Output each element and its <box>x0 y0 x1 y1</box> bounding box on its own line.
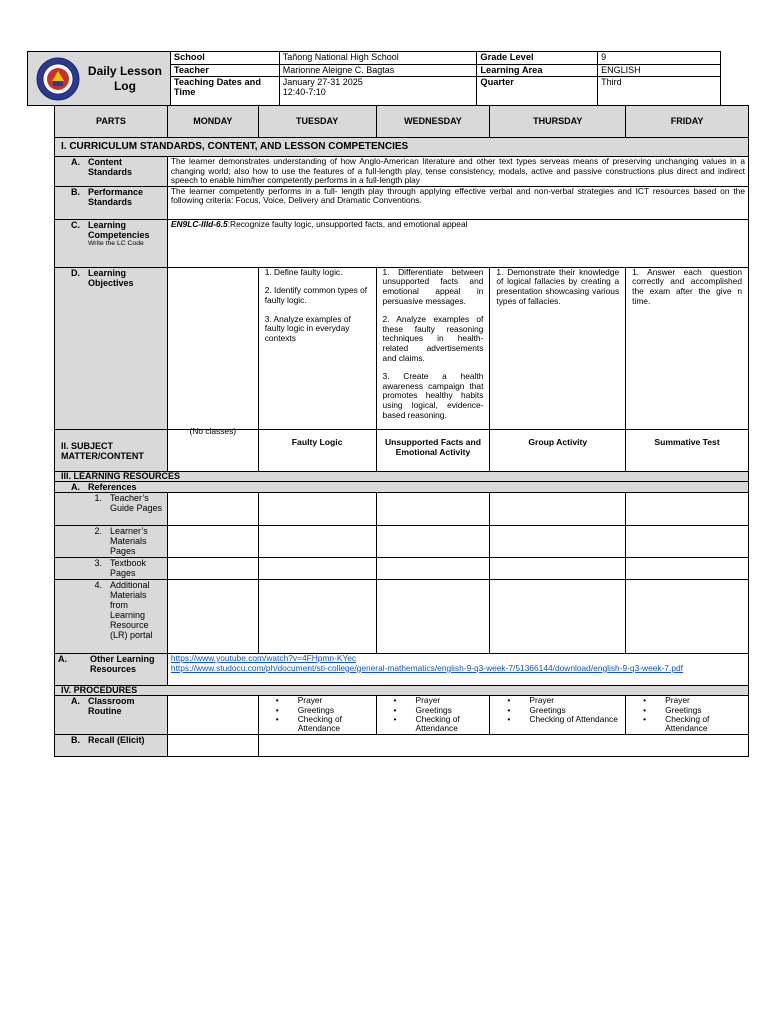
empty-cell <box>167 493 258 526</box>
performance-standards-label: Performance Standards <box>88 186 144 207</box>
references-key: A. <box>71 482 80 493</box>
empty-cell <box>376 558 490 580</box>
empty-cell <box>258 580 376 654</box>
subject-monday <box>167 426 258 472</box>
col-friday: FRIDAY <box>626 106 749 138</box>
references-label: References <box>88 482 137 493</box>
recall-key: B. <box>71 735 80 746</box>
references-row <box>55 482 749 493</box>
recall-label-cell <box>55 735 168 757</box>
competencies-note: Write the LC Code <box>88 239 144 247</box>
objective-item: 3. Analyze examples of faulty logic in everyday contexts <box>264 313 351 343</box>
content-standards-label-cell <box>55 157 168 187</box>
empty-cell <box>626 580 749 654</box>
resource-label: Textbook Pages <box>110 558 147 579</box>
section-4-title: IV. PROCEDURES <box>55 686 749 696</box>
content-standards-label: Content Standards <box>88 157 133 177</box>
routine-item: • Prayer <box>298 696 373 705</box>
recall-content <box>258 735 748 757</box>
empty-cell <box>376 493 490 526</box>
objective-item: 2. Analyze examples of these faulty reasoning techniques in health-related advertisements and claims. <box>382 314 484 363</box>
empty-cell <box>490 526 626 558</box>
objective-item: 1. Differentiate between unsupported facts and emotional appeal in persuasive messages. <box>382 266 484 306</box>
routine-item: • Prayer <box>529 696 622 705</box>
quarter-value: Third <box>598 77 721 106</box>
objectives-thursday <box>490 267 626 429</box>
teacher-label: Teacher <box>170 65 279 77</box>
competencies-label: Learning Competencies <box>88 219 150 240</box>
col-thursday: THURSDAY <box>490 106 626 138</box>
no-classes-note: (No classes) <box>189 426 237 437</box>
studocu-link[interactable]: https://www.studocu.com/ph/document/sti-college/general-mathematics/english-9-q3-week-7/51366144/download/english-9-q3-week-7.pdf <box>170 662 684 673</box>
empty-cell <box>626 558 749 580</box>
other-resources-links <box>167 654 748 686</box>
resource-key: 3. <box>94 558 102 569</box>
other-resources-label: Other Learning Resources <box>90 654 155 675</box>
other-resources-key: A. <box>58 654 67 665</box>
dates-label: Teaching Dates and Time <box>170 77 279 106</box>
routine-item: • Prayer <box>416 696 487 705</box>
empty-cell <box>167 580 258 654</box>
competencies-label-cell <box>55 219 168 267</box>
other-resources-label-cell <box>55 654 168 686</box>
learning-area-label: Learning Area <box>477 65 598 77</box>
routine-item: • Checking of Attendance <box>416 715 487 734</box>
performance-standards-text: The learner competently performs in a full- length play through applying effective verbal and non-verbal strategies and ICT resources based on the following criteria: Focus, Voice, Delivery and Dramatic Conventions. <box>167 186 748 219</box>
classroom-routine-label-cell <box>55 696 168 735</box>
performance-standards-label-cell <box>55 186 168 219</box>
col-monday: MONDAY <box>167 106 258 138</box>
competencies-key: C. <box>71 219 80 230</box>
learning-area-value: ENGLISH <box>598 65 721 77</box>
objectives-friday <box>626 267 749 429</box>
col-parts: PARTS <box>55 106 168 138</box>
empty-cell <box>258 493 376 526</box>
resource-label: Teacher’s Guide Pages <box>110 493 163 514</box>
col-wednesday: WEDNESDAY <box>376 106 490 138</box>
objectives-wednesday <box>376 267 490 429</box>
routine-item: • Prayer <box>665 696 745 705</box>
empty-cell <box>490 493 626 526</box>
recall-monday <box>167 735 258 757</box>
day-header-row <box>55 106 749 138</box>
header-table <box>27 51 721 106</box>
school-value: Tañong National High School <box>279 52 477 65</box>
objective-item: 1. Demonstrate their knowledge of logical fallacies by creating a presentation showcasing various types of fallacies. <box>496 266 620 306</box>
routine-key: A. <box>71 696 80 707</box>
resource-label: Additional Materials from Learning Resource (LR) portal <box>110 580 153 641</box>
objectives-key: D. <box>71 267 80 278</box>
subject-friday: Summative Test <box>626 430 749 472</box>
section-3-title: III. LEARNING RESOURCES <box>55 472 749 482</box>
objective-item: 1. Define faulty logic. <box>264 266 343 277</box>
routine-item: • Greetings <box>416 706 487 715</box>
dates-value <box>279 77 477 106</box>
resource-label: Learner’s Materials Pages <box>110 526 148 557</box>
content-standards-text: The learner demonstrates understanding of how Anglo-American literature and other text types serveas means of preserving unchanging values in a changing world; also how to use the features of a full-length play, tense consistency, modals, active and passive constructions plus direct and indirect speech to enable him/her competently performs in a full-length play <box>167 157 748 187</box>
objectives-label: Learning Objectives <box>88 267 134 288</box>
routine-item: • Greetings <box>665 706 745 715</box>
routine-item: • Greetings <box>529 706 622 715</box>
objective-item: 3. Create a health awareness campaign that promotes healthy habits using logical, evidence-based reasoning. <box>382 371 484 420</box>
lesson-log-table <box>54 105 749 757</box>
objectives-tuesday <box>258 267 376 429</box>
empty-cell <box>626 526 749 558</box>
objective-item: 2. Identify common types of faulty logic. <box>264 285 368 305</box>
routine-item: • Greetings <box>298 706 373 715</box>
subject-wednesday: Unsupported Facts and Emotional Activity <box>376 430 490 472</box>
routine-item: • Checking of Attendance <box>529 715 622 724</box>
school-label: School <box>170 52 279 65</box>
routine-monday <box>167 696 258 735</box>
subject-tuesday: Faulty Logic <box>258 430 376 472</box>
resource-textbook <box>55 558 168 580</box>
subject-thursday: Group Activity <box>490 430 626 472</box>
youtube-link[interactable]: https://www.youtube.com/watch?v=4FHpmn-KYec <box>170 653 357 664</box>
competencies-text-cell <box>167 219 748 267</box>
empty-cell <box>167 526 258 558</box>
resource-key: 2. <box>94 526 102 537</box>
subject-matter-label: II. SUBJECT MATTER/CONTENT <box>55 430 168 472</box>
routine-thursday <box>490 696 626 735</box>
grade-value: 9 <box>598 52 721 65</box>
empty-cell <box>258 558 376 580</box>
routine-item: • Checking of Attendance <box>298 715 373 734</box>
grade-label: Grade Level <box>477 52 598 65</box>
header-title: Daily Lesson Log <box>87 63 162 93</box>
objectives-monday <box>167 267 258 429</box>
header-logo-title <box>28 52 171 106</box>
time-range: 12:40-7:10 <box>282 87 326 97</box>
resource-teachers-guide <box>55 493 168 526</box>
deped-seal-icon <box>36 57 80 101</box>
empty-cell <box>376 526 490 558</box>
resource-key: 1. <box>94 493 102 504</box>
objective-item: 1. Answer each question correctly and accomplished the exam after the give n time. <box>632 266 742 306</box>
empty-cell <box>490 558 626 580</box>
empty-cell <box>258 526 376 558</box>
section-1-title: I. CURRICULUM STANDARDS, CONTENT, AND LESSON COMPETENCIES <box>55 138 749 157</box>
resource-learners-materials <box>55 526 168 558</box>
routine-tuesday <box>258 696 376 735</box>
competency-code: EN9LC-IIId-6.5 <box>170 218 228 229</box>
routine-wednesday <box>376 696 490 735</box>
empty-cell <box>167 558 258 580</box>
quarter-label: Quarter <box>477 77 598 106</box>
content-standards-key: A. <box>71 157 80 167</box>
empty-cell <box>490 580 626 654</box>
recall-label: Recall (Elicit) <box>88 735 145 746</box>
empty-cell <box>376 580 490 654</box>
resource-additional-materials <box>55 580 168 654</box>
resource-key: 4. <box>94 580 102 591</box>
routine-item: • Checking of Attendance <box>665 715 745 734</box>
empty-cell <box>626 493 749 526</box>
objectives-label-cell <box>55 267 168 429</box>
routine-label: Classroom Routine <box>88 696 135 717</box>
dates-range: January 27-31 2025 <box>282 77 363 87</box>
routine-friday <box>626 696 749 735</box>
col-tuesday: TUESDAY <box>258 106 376 138</box>
performance-standards-key: B. <box>71 186 80 197</box>
competency-text: :Recognize faulty logic, unsupported facts, and emotional appeal <box>227 218 468 229</box>
teacher-value: Marionne Aleigne C. Bagtas <box>279 65 477 77</box>
